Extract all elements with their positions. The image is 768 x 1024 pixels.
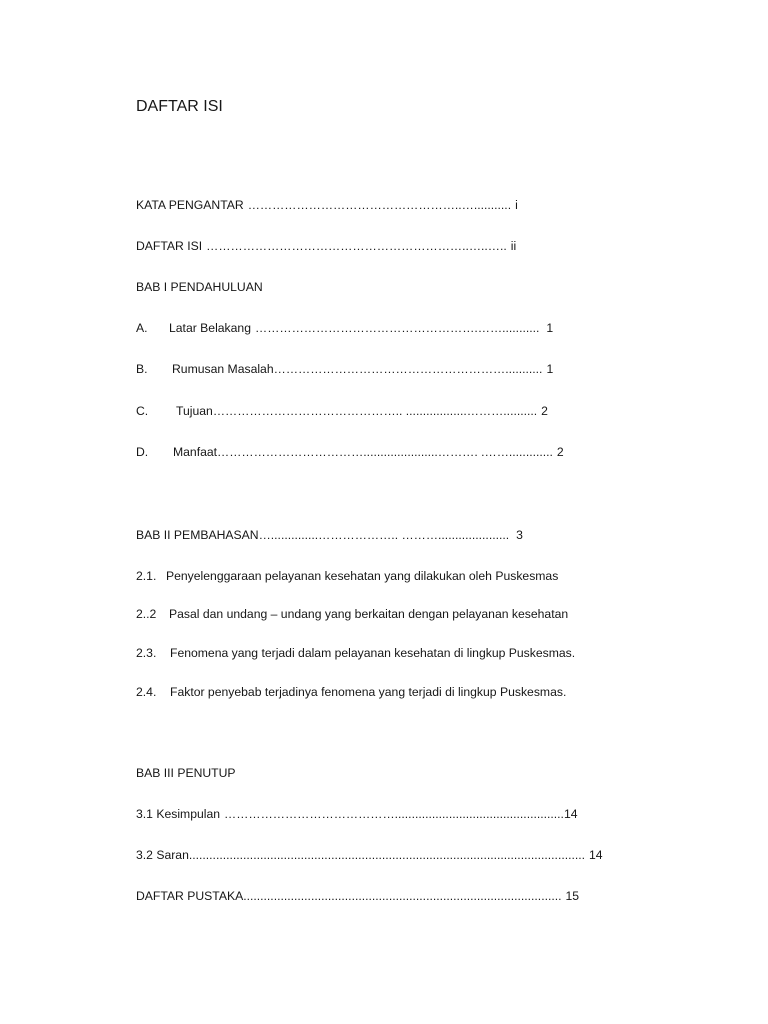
page-number: 14 [589, 848, 603, 862]
dot-leader: ………………………………………………………..…..….. [206, 239, 507, 253]
dot-leader: ……………………………………….. ..................……….......... [212, 404, 538, 418]
chapter-heading-bab-2 [136, 526, 523, 544]
dot-leader: .............................................................................................. [243, 889, 562, 903]
toc-subentry-2-3 [136, 644, 575, 662]
dot-leader: …………………………………………………........... [273, 362, 543, 376]
page-number: 14 [563, 807, 578, 821]
toc-entry-label: Rumusan Masalah [172, 362, 274, 376]
toc-entry-label: Fenomena yang terjadi dalam pelayanan kesehatan di lingkup Puskesmas. [170, 646, 576, 660]
dot-leader: ..................................................................................................................... [188, 848, 586, 862]
dot-leader: ……………………………………………..…........... [247, 198, 512, 212]
toc-entry-rumusan-masalah [136, 360, 553, 378]
page-number: 1 [546, 362, 554, 376]
page-number: 1 [546, 321, 554, 335]
page-number: i [515, 198, 518, 212]
page-number: 2 [541, 404, 548, 418]
chapter-heading: BAB I PENDAHULUAN [136, 280, 263, 294]
toc-entry-label: 3.1 Kesimpulan [136, 807, 221, 821]
dot-leader: …………………………………….................................................. [224, 807, 564, 821]
dot-leader: …..............……………….. ………..................... [258, 528, 510, 542]
chapter-heading-bab-1 [136, 278, 263, 296]
chapter-heading: BAB III PENUTUP [136, 766, 236, 780]
toc-entry-label: 3.2 Saran [136, 848, 189, 862]
item-marker: B. [136, 362, 148, 376]
toc-entry-label: Faktor penyebab terjadinya fenomena yang terjadi di lingkup Puskesmas. [170, 685, 567, 699]
toc-entry-manfaat [136, 443, 564, 461]
item-marker: D. [136, 445, 149, 459]
item-marker: 2..2 [136, 607, 157, 621]
chapter-heading-bab-3 [136, 764, 236, 782]
toc-entry-tujuan [136, 402, 548, 420]
chapter-heading: BAB II PEMBAHASAN [136, 528, 259, 542]
toc-entry-label: Penyelenggaraan pelayanan kesehatan yang dilakukan oleh Puskesmas [166, 569, 559, 583]
page-number: 15 [565, 889, 580, 903]
item-marker: A. [136, 321, 148, 335]
toc-entry-daftar-isi [136, 237, 516, 255]
page-number: ii [510, 239, 517, 253]
item-marker: 2.4. [136, 685, 157, 699]
toc-entry-saran [136, 846, 603, 864]
toc-subentry-2-1 [136, 567, 558, 585]
page-number: 2 [556, 445, 564, 459]
toc-entry-label: Latar Belakang [169, 321, 251, 335]
item-marker: 2.3. [136, 646, 157, 660]
page-title: DAFTAR ISI [136, 98, 223, 115]
toc-entry-label: DAFTAR PUSTAKA [136, 889, 244, 903]
toc-entry-label: Tujuan [176, 404, 213, 418]
toc-subentry-2-4 [136, 683, 566, 701]
toc-entry-label: KATA PENGANTAR [136, 198, 244, 212]
toc-entry-label: Manfaat [173, 445, 218, 459]
dot-leader: ………………………………......................………. .……............. [217, 445, 553, 459]
item-marker: 2.1. [136, 569, 157, 583]
toc-subentry-2-2 [136, 605, 568, 623]
toc-entry-label: DAFTAR ISI [136, 239, 203, 253]
dot-leader: ……………………………………………….……........... [255, 321, 540, 335]
toc-entry-daftar-pustaka [136, 887, 579, 905]
toc-entry-label: Pasal dan undang – undang yang berkaitan dengan pelayanan kesehatan [169, 607, 569, 621]
toc-entry-kesimpulan [136, 805, 578, 823]
toc-entry-kata-pengantar [136, 196, 518, 214]
item-marker: C. [136, 404, 149, 418]
page-number: 3 [516, 528, 523, 542]
toc-entry-latar-belakang [136, 319, 553, 337]
